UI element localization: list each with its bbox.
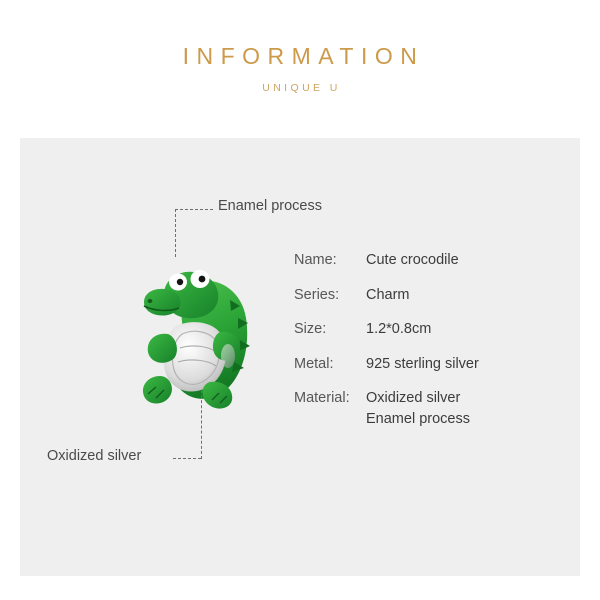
leader-line-bottom-vertical [201, 390, 202, 459]
spec-label-size: Size: [294, 321, 327, 337]
information-panel [20, 138, 580, 576]
spec-row-name [294, 250, 564, 271]
callout-enamel-process: Enamel process [218, 198, 322, 214]
leader-line-top-vertical [175, 209, 176, 257]
spec-value-metal: 925 sterling silver [366, 355, 479, 372]
page-subtitle: UNIQUE U [262, 82, 341, 94]
spec-label-material: Material: [294, 390, 350, 406]
product-image [124, 248, 274, 428]
spec-row-material [294, 388, 564, 430]
nostril [148, 299, 153, 303]
foot-left [143, 376, 172, 404]
leader-line-top-horizontal [175, 209, 213, 210]
spec-row-size [294, 319, 564, 340]
spec-value-series: Charm [366, 286, 410, 303]
callout-oxidized-silver: Oxidized silver [47, 448, 142, 464]
pupil-right [199, 276, 206, 283]
silver-highlight [221, 344, 235, 368]
spec-value-name: Cute crocodile [366, 252, 459, 268]
spec-value-material-line1: Oxidized silver [366, 390, 461, 406]
pupil-left [177, 279, 183, 285]
spec-value-size: 1.2*0.8cm [366, 321, 432, 337]
spec-label-name: Name: [294, 252, 337, 268]
specification-list [294, 250, 564, 444]
spec-value-material [366, 388, 470, 430]
spec-label-metal: Metal: [294, 355, 334, 372]
leader-line-bottom-horizontal [173, 458, 201, 459]
spec-label-series: Series: [294, 286, 340, 303]
arm-left [148, 334, 177, 363]
page-header [0, 42, 600, 94]
spec-row-series [294, 285, 564, 306]
crocodile-charm-svg [124, 248, 274, 428]
spec-row-metal [294, 354, 564, 375]
page-title: INFORMATION [182, 43, 425, 69]
spec-value-material-line2: Enamel process [366, 411, 470, 427]
